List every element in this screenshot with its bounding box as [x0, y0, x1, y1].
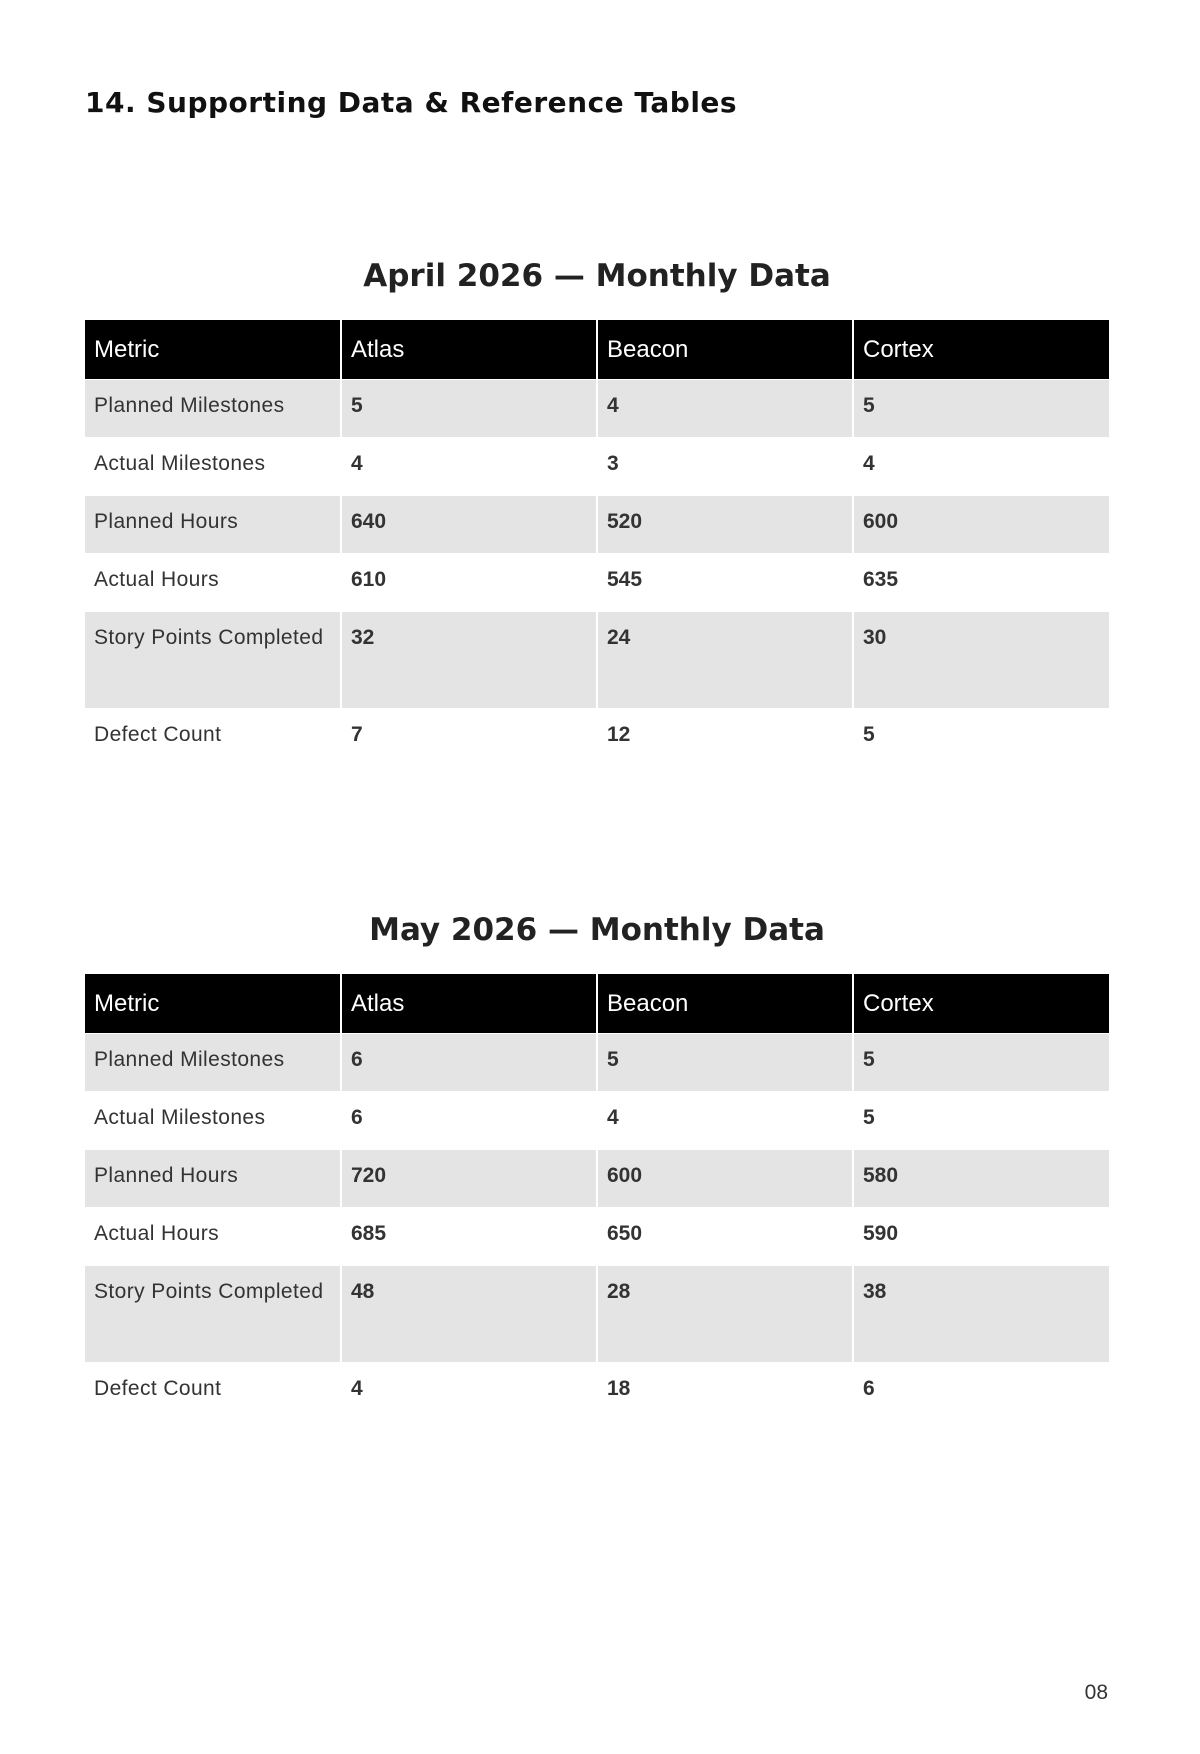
table-row	[85, 1266, 1109, 1363]
column-header-metric: Metric	[85, 320, 341, 380]
atlas-value: 640	[341, 496, 597, 554]
table-row	[85, 1363, 1109, 1421]
cortex-value: 600	[853, 496, 1109, 554]
beacon-value: 28	[597, 1266, 853, 1363]
beacon-value: 4	[597, 380, 853, 438]
column-header-beacon: Beacon	[597, 320, 853, 380]
cortex-value: 5	[853, 1034, 1109, 1092]
cortex-value: 6	[853, 1363, 1109, 1421]
table-row	[85, 612, 1109, 709]
table-row	[85, 1034, 1109, 1092]
metric-cell: Story Points Completed	[85, 612, 341, 709]
page-number: 08	[1084, 1681, 1108, 1704]
cortex-value: 30	[853, 612, 1109, 709]
metric-cell: Defect Count	[85, 1363, 341, 1421]
column-header-atlas: Atlas	[341, 320, 597, 380]
metric-cell: Actual Hours	[85, 554, 341, 612]
atlas-value: 685	[341, 1208, 597, 1266]
beacon-value: 3	[597, 438, 853, 496]
table-row	[85, 1208, 1109, 1266]
column-header-atlas: Atlas	[341, 974, 597, 1034]
metric-cell: Actual Hours	[85, 1208, 341, 1266]
table-row	[85, 380, 1109, 438]
beacon-value: 12	[597, 709, 853, 767]
metric-cell: Actual Milestones	[85, 438, 341, 496]
cortex-value: 590	[853, 1208, 1109, 1266]
beacon-value: 4	[597, 1092, 853, 1150]
table-header-row	[85, 974, 1109, 1034]
atlas-value: 48	[341, 1266, 597, 1363]
metric-cell: Planned Hours	[85, 1150, 341, 1208]
cortex-value: 38	[853, 1266, 1109, 1363]
column-header-cortex: Cortex	[863, 336, 934, 363]
april-table-block	[85, 256, 1109, 767]
table-row	[85, 709, 1109, 767]
atlas-value: 6	[341, 1092, 597, 1150]
section-heading: 14. Supporting Data & Reference Tables	[85, 86, 738, 119]
column-header-cortex: Cortex	[863, 990, 934, 1017]
cortex-value: 4	[853, 438, 1109, 496]
table-header-row	[85, 320, 1109, 380]
atlas-value: 4	[341, 438, 597, 496]
cortex-value: 635	[853, 554, 1109, 612]
table-row	[85, 1092, 1109, 1150]
atlas-value: 5	[341, 380, 597, 438]
cortex-value: 5	[853, 380, 1109, 438]
beacon-value: 5	[597, 1034, 853, 1092]
atlas-value: 720	[341, 1150, 597, 1208]
table-title: May 2026 — Monthly Data	[369, 912, 825, 948]
may-table-block	[85, 910, 1109, 1421]
atlas-value: 4	[341, 1363, 597, 1421]
cortex-value: 5	[853, 1092, 1109, 1150]
column-header-beacon: Beacon	[597, 974, 853, 1034]
metric-cell: Actual Milestones	[85, 1092, 341, 1150]
metric-cell: Story Points Completed	[85, 1266, 341, 1363]
metric-cell: Planned Milestones	[85, 1034, 341, 1092]
metric-cell: Defect Count	[85, 709, 341, 767]
atlas-value: 610	[341, 554, 597, 612]
table-row	[85, 554, 1109, 612]
cortex-value: 580	[853, 1150, 1109, 1208]
beacon-value: 18	[597, 1363, 853, 1421]
table-title: April 2026 — Monthly Data	[363, 258, 831, 294]
beacon-value: 600	[597, 1150, 853, 1208]
monthly-data-table	[85, 320, 1109, 767]
beacon-value: 24	[597, 612, 853, 709]
monthly-data-table	[85, 974, 1109, 1421]
beacon-value: 520	[597, 496, 853, 554]
cortex-value: 5	[853, 709, 1109, 767]
column-header-metric: Metric	[85, 974, 341, 1034]
table-row	[85, 438, 1109, 496]
beacon-value: 545	[597, 554, 853, 612]
table-row	[85, 1150, 1109, 1208]
beacon-value: 650	[597, 1208, 853, 1266]
atlas-value: 7	[341, 709, 597, 767]
table-row	[85, 496, 1109, 554]
atlas-value: 32	[341, 612, 597, 709]
metric-cell: Planned Hours	[85, 496, 341, 554]
atlas-value: 6	[341, 1034, 597, 1092]
metric-cell: Planned Milestones	[85, 380, 341, 438]
